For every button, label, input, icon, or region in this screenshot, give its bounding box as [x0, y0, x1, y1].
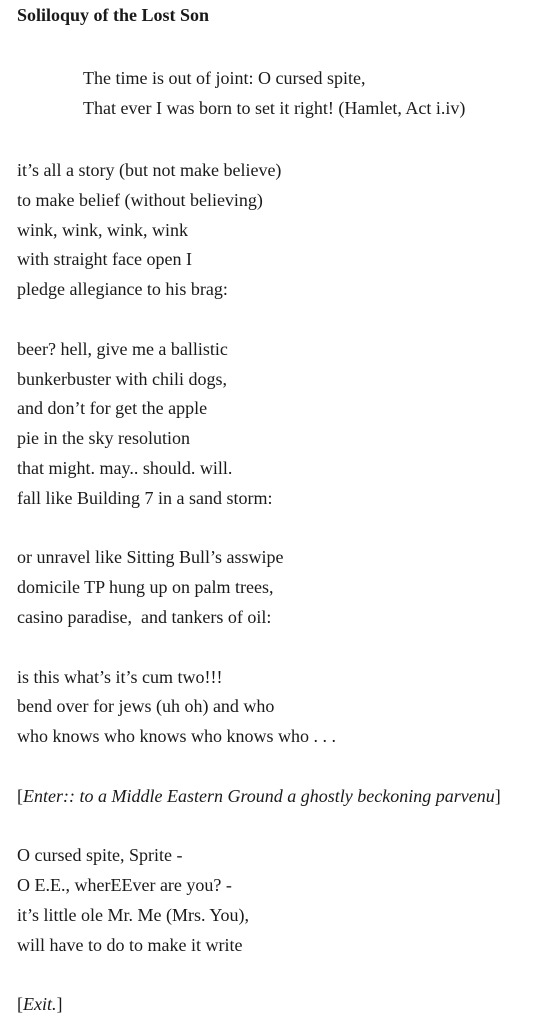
poem-line: bend over for jews (uh oh) and who	[17, 696, 275, 717]
poem-line: that might. may.. should. will.	[17, 457, 233, 478]
bracket-open: [	[17, 994, 23, 1015]
bracket-close: ]	[494, 785, 501, 806]
poem-line: pie in the sky resolution	[17, 428, 190, 449]
poem-line: O cursed spite, Sprite -	[17, 845, 183, 866]
poem-line: domicile TP hung up on palm trees,	[17, 577, 274, 598]
poem-line: and don’t for get the apple	[17, 398, 208, 419]
poem-line: or unravel like Sitting Bull’s asswipe	[17, 547, 284, 568]
poem-line: will have to do to make it write	[17, 934, 243, 955]
poem-line: it’s little ole Mr. Me (Mrs. You),	[17, 904, 250, 925]
poem-line: bunkerbuster with chili dogs,	[17, 368, 227, 389]
stanza-4	[17, 663, 554, 752]
stanza-2	[17, 335, 554, 514]
poem-line: with straight face open I	[17, 249, 192, 270]
poem-line: O E.E., wherEEver are you? -	[17, 875, 232, 896]
poem-line: beer? hell, give me a ballistic	[17, 338, 228, 359]
poem-line: casino paradise, and tankers of oil:	[17, 606, 272, 627]
stanza-final	[17, 841, 554, 960]
stage-direction-text: Exit.	[23, 994, 57, 1015]
poem-line: who knows who knows who knows who . . .	[17, 726, 337, 747]
stage-direction-text: Enter:: to a Middle Eastern Ground a ghostly beckoning parvenu	[23, 785, 495, 806]
poem-line: is this what’s it’s cum two!!!	[17, 666, 223, 687]
epigraph-line: The time is out of joint: O cursed spite,	[83, 68, 366, 88]
poem-line: it’s all a story (but not make believe)	[17, 160, 282, 180]
poem-line: wink, wink, wink, wink	[17, 219, 188, 240]
bracket-close: ]	[56, 994, 63, 1015]
stage-direction-exit	[17, 990, 554, 1020]
poem-title: Soliloquy of the Lost Son	[17, 5, 210, 25]
stanza-1	[17, 156, 554, 305]
bracket-open: [	[17, 785, 23, 806]
poem-line: to make belief (without believing)	[17, 189, 263, 210]
epigraph-line: That ever I was born to set it right! (Hamlet, Act i.iv)	[83, 97, 466, 118]
stage-direction-enter	[17, 782, 554, 812]
stanza-3	[17, 543, 554, 632]
epigraph	[83, 64, 554, 123]
poem-line: pledge allegiance to his brag:	[17, 279, 228, 300]
poem-line: fall like Building 7 in a sand storm:	[17, 487, 273, 508]
